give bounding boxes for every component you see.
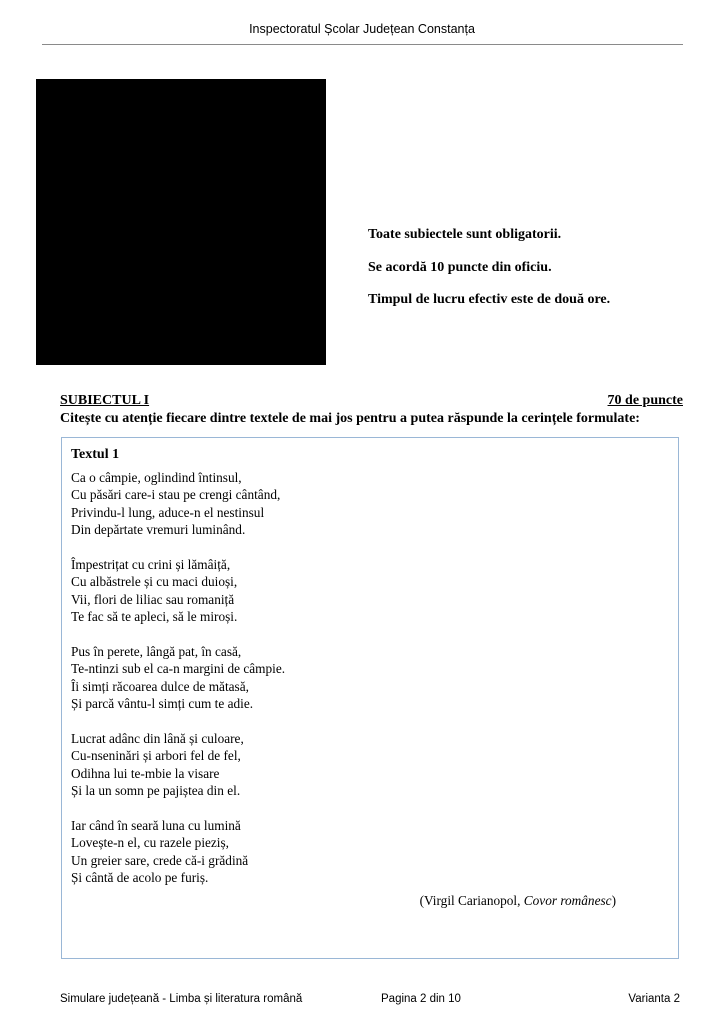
subject-name: SUBIECTUL I bbox=[60, 393, 150, 408]
poem-line: Privindu-l lung, aduce-n el nestinsul bbox=[71, 504, 265, 520]
poem-line: Vii, flori de liliac sau romaniță bbox=[71, 591, 235, 607]
redacted-block bbox=[36, 79, 326, 365]
poem-line: Iar când în seară luna cu lumină bbox=[71, 818, 241, 834]
poem-line: Și la un somn pe pajiștea din el. bbox=[71, 783, 241, 799]
poem-line: Ca o câmpie, oglindind întinsul, bbox=[71, 470, 242, 485]
subject-heading bbox=[60, 393, 683, 409]
source-citation bbox=[420, 893, 616, 909]
source-prefix: (Virgil Carianopol, bbox=[419, 893, 524, 908]
subject-points: 70 de puncte bbox=[607, 393, 683, 408]
stanza bbox=[71, 556, 285, 626]
source-work-title: Covor românesc bbox=[523, 893, 612, 908]
text-title: Textul 1 bbox=[71, 447, 120, 462]
subject-intro: Citește cu atenție fiecare dintre textele de mai jos pentru a putea răspunde la cerințele formulate: bbox=[60, 411, 640, 426]
source-suffix: ) bbox=[611, 893, 616, 908]
poem-line: Cu-nseninări și arbori fel de fel, bbox=[71, 748, 241, 764]
stanza bbox=[71, 730, 285, 800]
poem-line: Pus în perete, lângă pat, în casă, bbox=[71, 644, 242, 660]
poem bbox=[71, 469, 285, 904]
instruction-line: Se acordă 10 puncte din oficiu. bbox=[368, 259, 552, 275]
poem-line: Îi simți răcoarea dulce de mătasă, bbox=[71, 678, 249, 694]
poem-line: Cu păsări care-i stau pe crengi cântând, bbox=[71, 487, 281, 503]
text-1-box bbox=[61, 437, 679, 959]
header-divider bbox=[42, 44, 683, 45]
poem-line: Odihna lui te-mbie la visare bbox=[71, 765, 220, 781]
poem-line: Un greier sare, crede că-i grădină bbox=[71, 852, 249, 868]
instruction-line: Timpul de lucru efectiv este de două ore. bbox=[368, 292, 611, 307]
poem-line: Cu albăstrele și cu maci duioși, bbox=[71, 574, 238, 590]
footer-left: Simulare județeană - Limba și literatura română bbox=[60, 993, 303, 1005]
stanza bbox=[71, 643, 285, 713]
instruction-line: Toate subiectele sunt obligatorii. bbox=[368, 227, 562, 242]
page-header: Inspectoratul Școlar Județean Constanța bbox=[249, 22, 475, 36]
poem-line: Lovește-n el, cu razele pieziș, bbox=[71, 835, 230, 851]
poem-line: Te fac să te apleci, să le miroși. bbox=[71, 609, 238, 625]
exam-instructions bbox=[368, 226, 610, 324]
poem-line: Te-ntinzi sub el ca-n margini de câmpie. bbox=[71, 661, 286, 677]
stanza bbox=[71, 817, 285, 887]
poem-line: Împestrițat cu crini și lămâiță, bbox=[71, 557, 231, 573]
footer-page-number: Pagina 2 din 10 bbox=[381, 993, 461, 1005]
poem-line: Lucrat adânc din lână și culoare, bbox=[71, 731, 244, 747]
stanza bbox=[71, 469, 285, 539]
poem-line: Și parcă vântu-l simți cum te adie. bbox=[71, 696, 254, 712]
poem-line: Și cântă de acolo pe furiș. bbox=[71, 870, 209, 886]
footer-variant: Varianta 2 bbox=[628, 993, 680, 1005]
poem-line: Din depărtate vremuri luminând. bbox=[71, 522, 246, 538]
